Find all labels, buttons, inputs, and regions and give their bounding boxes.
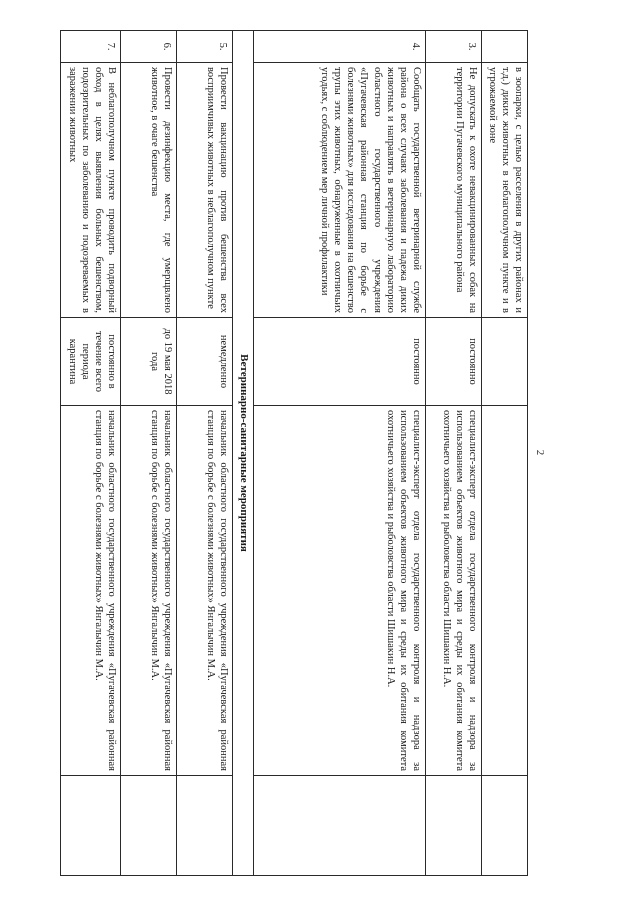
measure-text: В неблагополучном пункте проводить подворный обход в целях выявления больных бешенством, подозрительных по заболеванию и подозреваемых в заражении животных [60, 62, 120, 317]
measure-text: Сообщать государственной ветеринарной службе района о всех случаях заболевания и падежа диких животных и направлять в ветеринарную лабораторию областного государственного учреждения «Пугачевская районная станция по борьбе с болезнями животных» для исследования на бешенство трупы этих животных, обнаруженные в охотничьих угодьях, с соблюдением мер личной профилактики [253, 62, 425, 317]
table-row [176, 30, 232, 875]
table-row [60, 30, 120, 875]
measure-text: Провести дезинфекцию места, где умерщвлено животное, в очаге бешенства [120, 62, 176, 317]
row-number: 3. [425, 30, 481, 62]
row-number: 6. [120, 30, 176, 62]
note-cell [253, 775, 425, 875]
note-cell [176, 775, 232, 875]
measure-text: Провести вакцинацию против бешенства всех восприимчивых животных в неблагополучном пункте [176, 62, 232, 317]
table-row [253, 30, 425, 875]
deadline-cell: до 19 мая 2018 года [120, 317, 176, 405]
responsible-cell: специалист-эксперт отдела государственного контроля и надзора за использованием объектов животного мира и среды их обитания комитета охотничьего хозяйства и рыболовства области Шишакин Н.А. [253, 405, 425, 775]
page-number: 2 [533, 449, 546, 455]
responsible-cell [481, 405, 527, 775]
deadline-cell [481, 317, 527, 405]
row-number: 5. [176, 30, 232, 62]
row-number: 7. [60, 30, 120, 62]
measures-table [60, 30, 528, 876]
note-cell [120, 775, 176, 875]
responsible-cell: начальник областного государственного учреждения «Пугачевская районная станция по борьбе с болезнями животных» Янгалычин М.А. [176, 405, 232, 775]
measure-text: Не допускать к охоте невакцинированных собак на территории Пугачевского муниципального района [425, 62, 481, 317]
table-row [425, 30, 481, 875]
section-title: Ветеринарно-санитарные мероприятия [232, 30, 253, 875]
deadline-cell: постоянно [425, 317, 481, 405]
responsible-cell: специалист-эксперт отдела государственного контроля и надзора за использованием объектов животного мира и среды их обитания комитета охотничьего хозяйства и рыболовства области Шишакин Н.А. [425, 405, 481, 775]
deadline-cell: немедленно [176, 317, 232, 405]
deadline-cell: постоянно [253, 317, 425, 405]
note-cell [481, 775, 527, 875]
table-row [481, 30, 527, 875]
note-cell [425, 775, 481, 875]
table-row [120, 30, 176, 875]
measure-text: в зоопарки, с целью расселения в других районах и т.д.) диких животных в неблагополучном пункте и в угрожаемой зоне [481, 62, 527, 317]
responsible-cell: начальник областного государственного учреждения «Пугачевская районная станция по борьбе с болезнями животных» Янгалычин М.А. [60, 405, 120, 775]
row-number [481, 30, 527, 62]
responsible-cell: начальник областного государственного учреждения «Пугачевская районная станция по борьбе с болезнями животных» Янгалычин М.А. [120, 405, 176, 775]
rotated-document-sheet [43, 30, 598, 875]
deadline-cell: постоянно в течение всего периода карантина [60, 317, 120, 405]
section-header-row [232, 30, 253, 875]
note-cell [60, 775, 120, 875]
row-number: 4. [253, 30, 425, 62]
